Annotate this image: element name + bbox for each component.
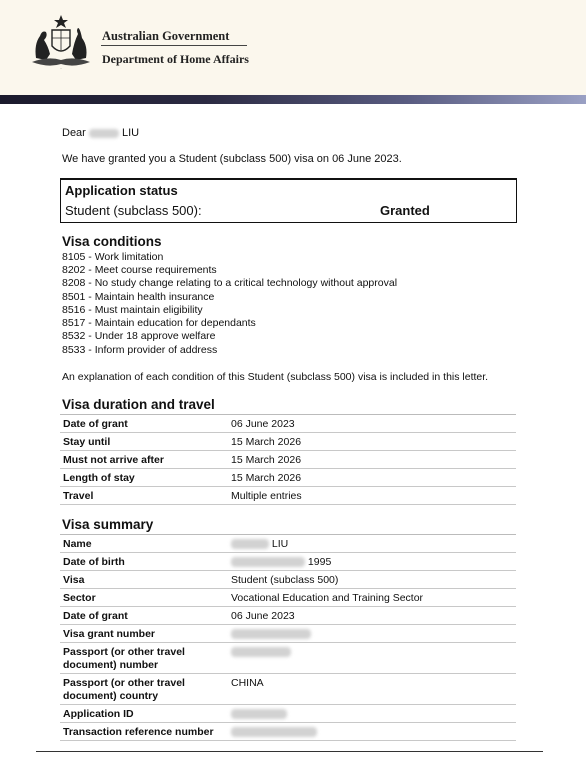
table-row <box>60 433 516 451</box>
table-row <box>60 469 516 487</box>
condition-item: 8501 - Maintain health insurance <box>62 291 215 303</box>
coat-of-arms-icon <box>28 14 94 70</box>
department-name: Department of Home Affairs <box>102 52 249 66</box>
status-value: Granted <box>380 203 430 218</box>
salutation-prefix: Dear <box>62 127 86 139</box>
condition-item: 8516 - Must maintain eligibility <box>62 304 203 316</box>
row-label: Visa <box>63 574 85 586</box>
table-row <box>60 553 516 571</box>
government-name: Australian Government <box>102 29 230 43</box>
redacted-application-id <box>231 709 287 719</box>
row-label: Date of birth <box>63 556 125 568</box>
row-value <box>231 646 291 659</box>
row-value <box>231 628 311 641</box>
row-value: Student (subclass 500) <box>231 574 339 586</box>
row-value <box>231 556 331 569</box>
row-label: Must not arrive after <box>63 454 164 466</box>
table-row <box>60 589 516 607</box>
row-value: Multiple entries <box>231 490 302 502</box>
table-row <box>60 415 516 433</box>
row-value: 15 March 2026 <box>231 472 302 484</box>
row-value: CHINA <box>231 677 264 689</box>
table-row <box>60 625 516 643</box>
row-value: 06 June 2023 <box>231 610 295 622</box>
duration-table <box>60 414 516 505</box>
table-row <box>60 571 516 589</box>
row-label: Passport (or other travel document) number <box>63 646 185 671</box>
condition-item: 8202 - Meet course requirements <box>62 264 217 276</box>
redacted-transaction-reference <box>231 727 317 737</box>
conditions-title: Visa conditions <box>62 234 162 249</box>
table-row <box>60 674 516 705</box>
redacted-given-name <box>231 539 269 549</box>
svg-text:.: . <box>60 65 62 70</box>
table-row <box>60 607 516 625</box>
status-label: Student (subclass 500): <box>65 203 202 218</box>
name-surname: LIU <box>271 538 289 550</box>
redacted-passport-number <box>231 647 291 657</box>
summary-title: Visa summary <box>62 517 154 532</box>
row-value <box>231 726 317 739</box>
salutation-surname: LIU <box>121 127 140 139</box>
footer-divider <box>36 751 543 752</box>
row-label: Length of stay <box>63 472 135 484</box>
row-label: Visa grant number <box>63 628 155 640</box>
row-value <box>231 708 287 721</box>
row-label: Transaction reference number <box>63 726 214 738</box>
condition-item: 8533 - Inform provider of address <box>62 344 218 356</box>
condition-item: 8105 - Work limitation <box>62 251 164 263</box>
table-row <box>60 451 516 469</box>
duration-title: Visa duration and travel <box>62 397 215 412</box>
row-label: Passport (or other travel document) country <box>63 677 185 702</box>
condition-item: 8517 - Maintain education for dependants <box>62 317 256 329</box>
row-label: Date of grant <box>63 610 128 622</box>
grant-intro: We have granted you a Student (subclass 500) visa on 06 June 2023. <box>62 153 402 165</box>
row-label: Sector <box>63 592 96 604</box>
row-label: Application ID <box>63 708 134 720</box>
salutation <box>62 127 139 139</box>
row-value: 15 March 2026 <box>231 436 302 448</box>
letterhead <box>0 0 586 96</box>
table-row <box>60 705 516 723</box>
conditions-note: An explanation of each condition of this Student (subclass 500) visa is included in this letter. <box>62 371 489 383</box>
status-title: Application status <box>65 183 178 198</box>
row-value: 15 March 2026 <box>231 454 302 466</box>
redacted-grant-number <box>231 629 311 639</box>
condition-item: 8208 - No study change relating to a critical technology without approval <box>62 277 398 289</box>
row-label: Stay until <box>63 436 111 448</box>
row-label: Travel <box>63 490 94 502</box>
row-label: Name <box>63 538 92 550</box>
redacted-given-name <box>89 129 119 138</box>
table-row <box>60 535 516 553</box>
header-color-band <box>0 95 586 104</box>
condition-item: 8532 - Under 18 approve welfare <box>62 330 216 342</box>
birth-year: 1995 <box>307 556 332 568</box>
redacted-birth-date <box>231 557 305 567</box>
summary-table <box>60 534 516 741</box>
row-value: 06 June 2023 <box>231 418 295 430</box>
table-row <box>60 643 516 674</box>
row-value <box>231 538 288 551</box>
table-row <box>60 723 516 741</box>
row-value: Vocational Education and Training Sector <box>231 592 424 604</box>
row-label: Date of grant <box>63 418 128 430</box>
application-status-box <box>60 178 517 223</box>
letterhead-divider <box>101 45 247 46</box>
table-row <box>60 487 516 505</box>
